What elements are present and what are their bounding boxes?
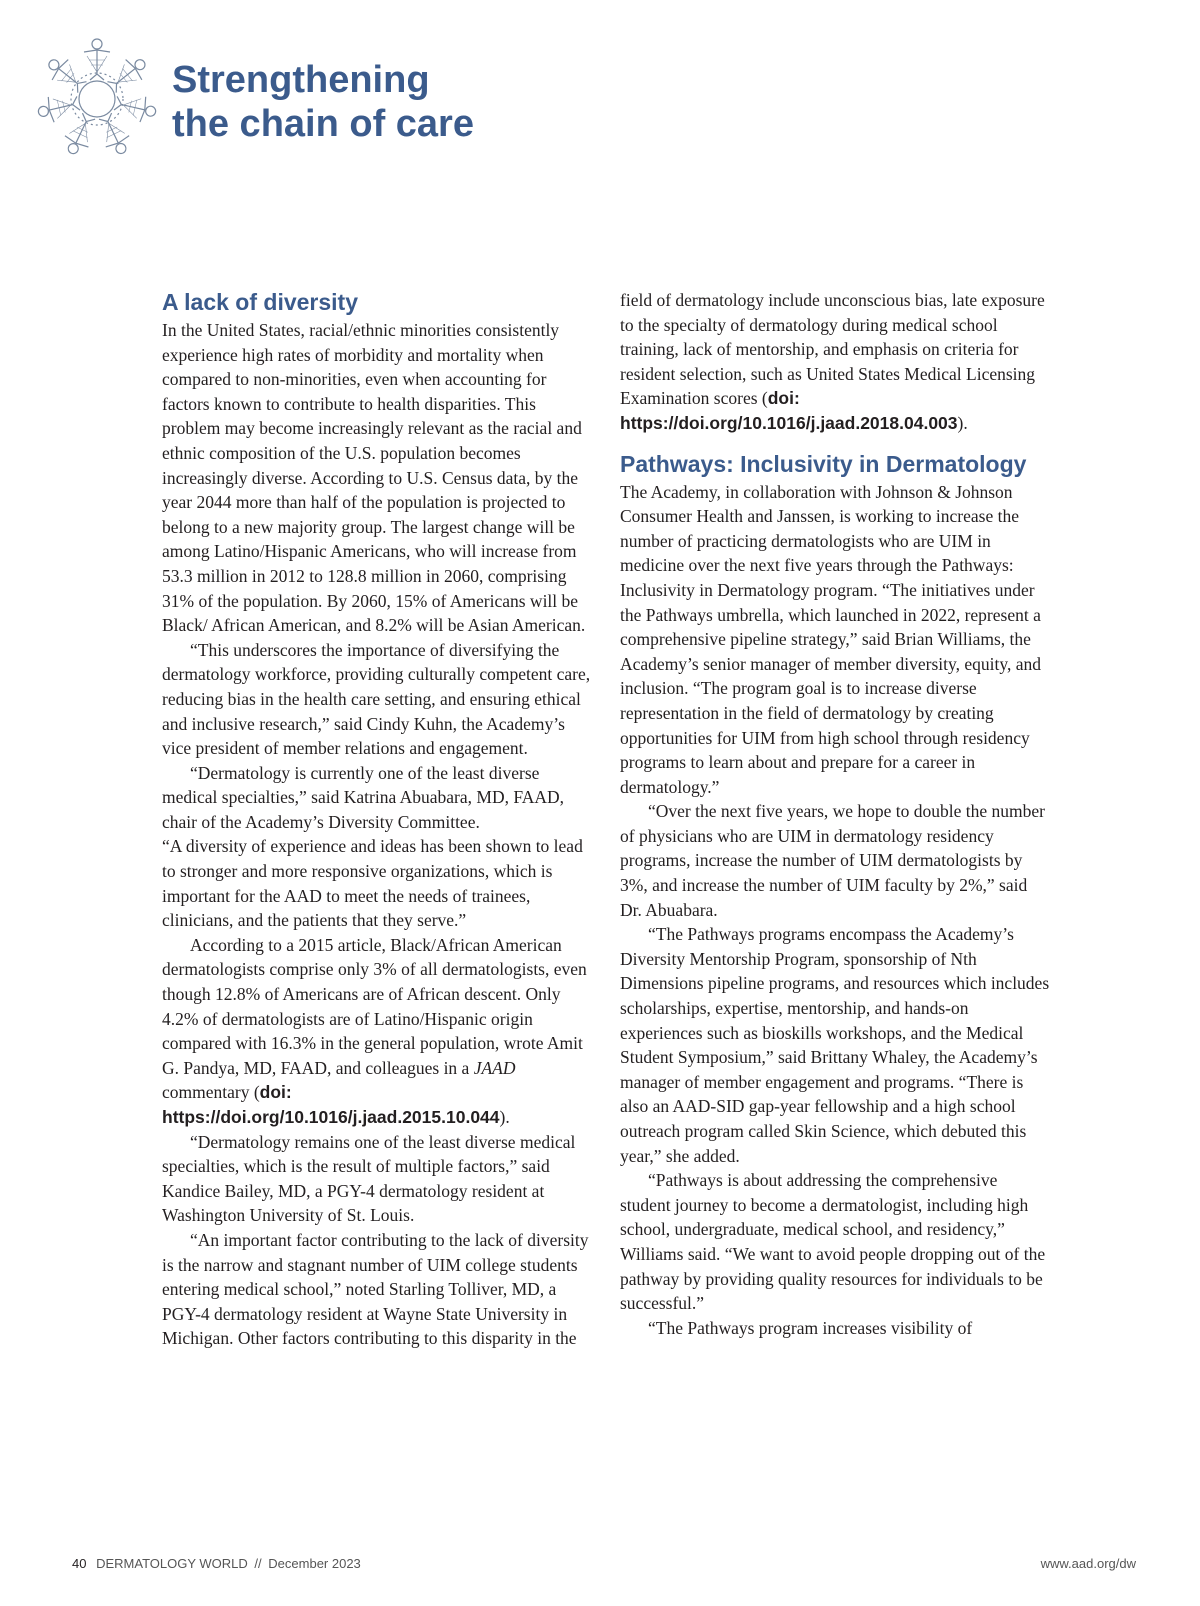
publication-name: DERMATOLOGY WORLD <box>96 1556 248 1571</box>
page-number: 40 <box>72 1556 87 1571</box>
paragraph-text: commentary ( <box>162 1082 260 1103</box>
title-line-1: Strengthening <box>172 59 430 101</box>
paragraph: “This underscores the importance of diversifying the dermatology workforce, providing culturally competent care, reducing bias in the health care setting, and ensuring ethical and inclusive research,” said Cindy Kuhn, the Academy’s vice president of member relations and engagement. <box>162 639 591 759</box>
doi-link[interactable]: doi: https://doi.org/10.1016/j.jaad.2018.04.003 <box>620 388 958 433</box>
paragraph: “The Pathways programs encompass the Academy’s Diversity Mentorship Program, sponsorship of Nth Dimensions pipeline programs, and resources which includes scholarships, expertise, mentorship, and hands-on experiences such as bioskills workshops, and the Medical Student Symposium,” said Brittany Whaley, the Academy’s manager of member engagement and programs. “There is also an AAD-SID gap-year fellowship and a high school outreach program called Skin Science, which debuted this year,” she added. <box>620 924 1050 1166</box>
paragraph-text: field of dermatology include unconscious bias, late exposure to the specialty of dermatology during medical school training, lack of mentorship, and emphasis on criteria for resident selection, such as United States Medical Licensing Examination scores ( <box>620 290 1045 409</box>
right-column <box>620 288 1050 1340</box>
paragraph: “The Pathways program increases visibility of <box>648 1317 973 1338</box>
chain-of-care-logo-icon <box>32 34 162 164</box>
journal-name: JAAD <box>473 1057 516 1078</box>
title-line-2: the chain of care <box>172 103 474 145</box>
paragraph: “Pathways is about addressing the comprehensive student journey to become a dermatologist, including high school, undergraduate, medical school, and residency,” Williams said. “We want to avoid people dropping out of the pathway by providing quality resources for individuals to be successful.” <box>620 1170 1046 1314</box>
paragraph: “A diversity of experience and ideas has been shown to lead to stronger and more responsive organizations, which is important for the AAD to meet the needs of trainees, clinicians, and the patients that they serve.” <box>162 836 583 931</box>
website-link[interactable]: www.aad.org/dw <box>1040 1556 1136 1571</box>
paragraph-text: ). <box>957 412 968 433</box>
paragraph-text: According to a 2015 article, Black/African American dermatologists comprise only 3% of all dermatologists, even though 12.8% of Americans are of African descent. Only 4.2% of dermatologists are of Latino/Hispanic origin compared with 16.3% in the general population, wrote Amit G. Pandya, MD, FAAD, and colleagues in a <box>162 934 587 1078</box>
left-column <box>162 288 592 1351</box>
paragraph: “An important factor contributing to the lack of diversity is the narrow and stagnant number of UIM college students entering medical school,” noted Starling Tolliver, MD, a PGY-4 dermatology resident at Wayne State University in Michigan. Other factors contributing to this disparity in the <box>162 1229 589 1349</box>
footer-separator: // <box>254 1556 262 1571</box>
section-heading-lack-of-diversity: A lack of diversity <box>162 289 359 315</box>
paragraph: “Dermatology is currently one of the least diverse medical specialties,” said Katrina Abuabara, MD, FAAD, chair of the Academy’s Diversity Committee. <box>162 762 565 832</box>
doi-link[interactable]: doi: https://doi.org/10.1016/j.jaad.2015.10.044 <box>162 1082 500 1127</box>
page-title <box>172 58 474 146</box>
issue-date: December 2023 <box>268 1556 361 1571</box>
paragraph: In the United States, racial/ethnic minorities consistently experience high rates of morbidity and mortality when compared to non-minorities, even when accounting for factors known to contribute to health disparities. This problem may become increasingly relevant as the racial and ethnic composition of the U.S. population becomes increasingly diverse. According to U.S. Census data, by the year 2044 more than half of the population is projected to belong to a new majority group. The largest change will be among Latino/Hispanic Americans, who will increase from 53.3 million in 2012 to 128.8 million in 2060, comprising 31% of the population. By 2060, 15% of Americans will be Black/ African American, and 8.2% will be Asian American. <box>162 320 586 636</box>
paragraph <box>162 933 592 1130</box>
paragraph-text: ). <box>499 1107 510 1127</box>
section-heading-pathways: Pathways: Inclusivity in Dermatology <box>620 450 1027 477</box>
page-footer <box>72 1556 1136 1571</box>
paragraph: “Dermatology remains one of the least diverse medical specialties, which is the result of multiple factors,” said Kandice Bailey, MD, a PGY-4 dermatology resident at Washington University of St. Louis. <box>162 1131 576 1226</box>
paragraph <box>620 288 1050 436</box>
paragraph: “Over the next five years, we hope to double the number of physicians who are UIM in dermatology residency programs, increase the number of UIM dermatologists by 3%, and increase the number of UIM faculty by 2%,” said Dr. Abuabara. <box>620 801 1046 920</box>
paragraph: The Academy, in collaboration with Johnson & Johnson Consumer Health and Janssen, is working to increase the number of practicing dermatologists who are UIM in medicine over the next five years through the Pathways: Inclusivity in Dermatology program. “The initiatives under the Pathways umbrella, which launched in 2022, represent a comprehensive pipeline strategy,” said Brian Williams, the Academy’s senior manager of member diversity, equity, and inclusion. “The program goal is to increase diverse representation in the field of dermatology by creating opportunities for UIM from high school through residency programs to learn about and prepare for a career in dermatology.” <box>620 481 1041 797</box>
